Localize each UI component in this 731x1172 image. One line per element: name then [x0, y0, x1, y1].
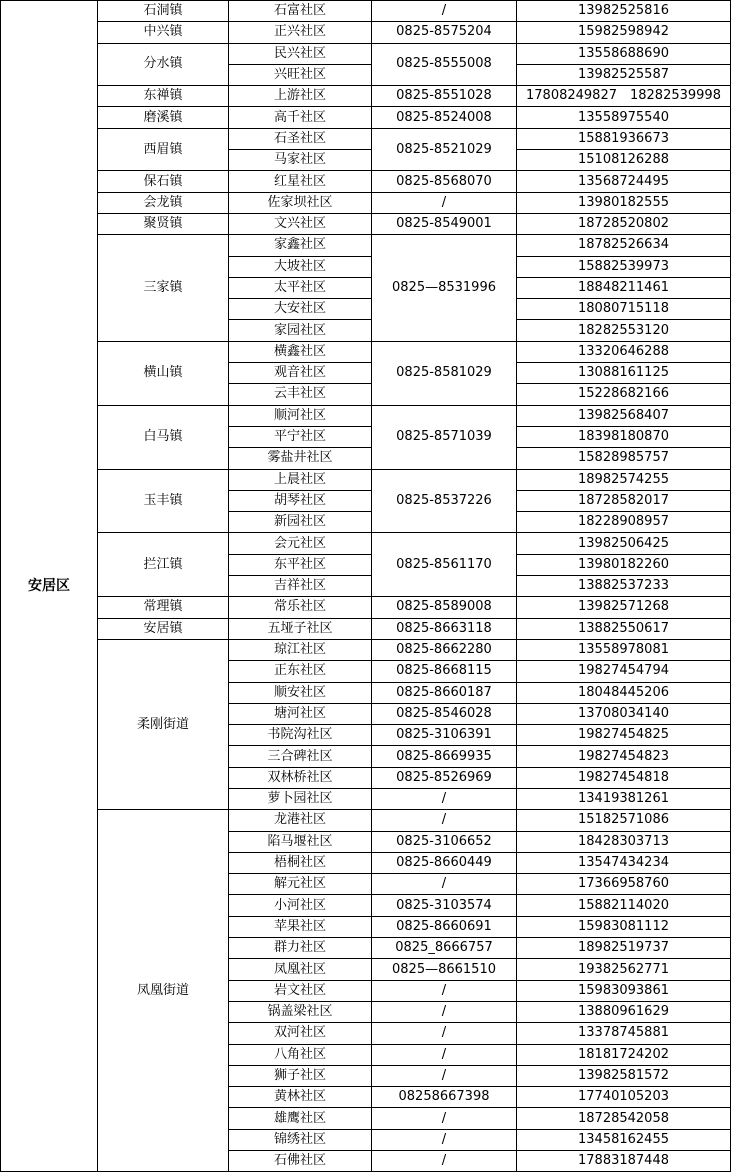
community-cell: 兴旺社区 [229, 64, 372, 85]
mobile-cell: 13708034140 [517, 703, 731, 724]
landline-cell: 0825-8589008 [372, 597, 517, 618]
landline-cell: / [372, 1044, 517, 1065]
community-cell: 陷马堰社区 [229, 831, 372, 852]
landline-cell: 0825-3106391 [372, 725, 517, 746]
landline-cell: 0825_8666757 [372, 938, 517, 959]
mobile-cell: 13982525816 [517, 1, 731, 22]
table-row [1, 213, 731, 234]
mobile-cell: 13419381261 [517, 788, 731, 809]
mobile-cell: 13458162455 [517, 1129, 731, 1150]
community-cell: 横鑫社区 [229, 341, 372, 362]
mobile-cell: 15882539973 [517, 256, 731, 277]
table-row [1, 597, 731, 618]
landline-cell: / [372, 810, 517, 831]
mobile-cell: 15983081112 [517, 916, 731, 937]
table-row [1, 341, 731, 362]
community-cell: 狮子社区 [229, 1065, 372, 1086]
mobile-cell: 13982568407 [517, 405, 731, 426]
community-cell: 吉祥社区 [229, 576, 372, 597]
community-cell: 小河社区 [229, 895, 372, 916]
town-cell: 三家镇 [98, 235, 229, 341]
table-row [1, 235, 731, 256]
mobile-cell: 18080715118 [517, 299, 731, 320]
community-cell: 苹果社区 [229, 916, 372, 937]
community-cell: 五垭子社区 [229, 618, 372, 639]
mobile-cell: 15882114020 [517, 895, 731, 916]
table-row [1, 1, 731, 22]
mobile-cell: 18398180870 [517, 426, 731, 447]
community-cell: 常乐社区 [229, 597, 372, 618]
town-cell: 石洞镇 [98, 1, 229, 22]
mobile-cell: 19827454823 [517, 746, 731, 767]
town-cell: 常理镇 [98, 597, 229, 618]
town-cell: 磨溪镇 [98, 107, 229, 128]
landline-cell: 0825-8546028 [372, 703, 517, 724]
table-row [1, 469, 731, 490]
community-cell: 正东社区 [229, 661, 372, 682]
landline-cell: 0825-3106652 [372, 831, 517, 852]
town-cell: 横山镇 [98, 341, 229, 405]
community-cell: 上游社区 [229, 86, 372, 107]
mobile-cell: 13882537233 [517, 576, 731, 597]
community-cell: 八角社区 [229, 1044, 372, 1065]
mobile-cell: 13568724495 [517, 171, 731, 192]
landline-cell: 08258667398 [372, 1087, 517, 1108]
community-cell: 双河社区 [229, 1023, 372, 1044]
table-row [1, 810, 731, 831]
table-row [1, 405, 731, 426]
community-cell: 双林桥社区 [229, 767, 372, 788]
mobile-cell: 13558975540 [517, 107, 731, 128]
mobile-cell: 15982598942 [517, 22, 731, 43]
landline-cell: 0825-8662280 [372, 639, 517, 660]
community-cell: 雾盐井社区 [229, 448, 372, 469]
mobile-cell: 19827454825 [517, 725, 731, 746]
community-cell: 高千社区 [229, 107, 372, 128]
community-cell: 石圣社区 [229, 128, 372, 149]
community-cell: 马家社区 [229, 150, 372, 171]
town-cell: 拦江镇 [98, 533, 229, 597]
mobile-cell: 13982506425 [517, 533, 731, 554]
community-cell: 锦绣社区 [229, 1129, 372, 1150]
mobile-cell: 13880961629 [517, 1001, 731, 1022]
mobile-cell: 13378745881 [517, 1023, 731, 1044]
landline-cell: 0825-8555008 [372, 43, 517, 86]
community-cell: 观音社区 [229, 363, 372, 384]
town-cell: 聚贤镇 [98, 213, 229, 234]
mobile-cell: 19827454794 [517, 661, 731, 682]
landline-cell: 0825-8668115 [372, 661, 517, 682]
landline-cell: 0825-8549001 [372, 213, 517, 234]
mobile-cell: 18728520802 [517, 213, 731, 234]
mobile-cell: 13320646288 [517, 341, 731, 362]
community-cell: 太平社区 [229, 277, 372, 298]
town-cell: 柔刚街道 [98, 639, 229, 809]
landline-cell: 0825-8526969 [372, 767, 517, 788]
table-row [1, 639, 731, 660]
town-cell: 东禅镇 [98, 86, 229, 107]
community-cell: 琼江社区 [229, 639, 372, 660]
community-cell: 雄鹰社区 [229, 1108, 372, 1129]
contact-table-body [1, 1, 731, 1172]
mobile-cell: 13547434234 [517, 852, 731, 873]
table-row [1, 171, 731, 192]
mobile-cell: 18728582017 [517, 490, 731, 511]
community-cell: 顺安社区 [229, 682, 372, 703]
community-cell: 佐家坝社区 [229, 192, 372, 213]
community-cell: 岩文社区 [229, 980, 372, 1001]
community-cell: 大安社区 [229, 299, 372, 320]
mobile-cell: 13980182555 [517, 192, 731, 213]
community-cell: 家鑫社区 [229, 235, 372, 256]
mobile-cell: 13982581572 [517, 1065, 731, 1086]
mobile-cell: 18428303713 [517, 831, 731, 852]
landline-cell: 0825-8521029 [372, 128, 517, 171]
mobile-cell: 18282553120 [517, 320, 731, 341]
community-cell: 石佛社区 [229, 1151, 372, 1172]
community-cell: 胡琴社区 [229, 490, 372, 511]
community-cell: 大坡社区 [229, 256, 372, 277]
landline-cell: 0825-8568070 [372, 171, 517, 192]
town-cell: 凤凰街道 [98, 810, 229, 1172]
mobile-cell: 15228682166 [517, 384, 731, 405]
landline-cell: / [372, 1151, 517, 1172]
landline-cell: / [372, 788, 517, 809]
landline-cell: 0825-8660449 [372, 852, 517, 873]
mobile-cell: 15828985757 [517, 448, 731, 469]
landline-cell: / [372, 1001, 517, 1022]
table-row [1, 86, 731, 107]
mobile-cell: 13088161125 [517, 363, 731, 384]
landline-cell: / [372, 1, 517, 22]
landline-cell: 0825-8660187 [372, 682, 517, 703]
community-cell: 平宁社区 [229, 426, 372, 447]
landline-cell: 0825-8663118 [372, 618, 517, 639]
landline-cell: / [372, 980, 517, 1001]
mobile-cell: 13558688690 [517, 43, 731, 64]
community-cell: 黄林社区 [229, 1087, 372, 1108]
table-row [1, 43, 731, 64]
town-cell: 安居镇 [98, 618, 229, 639]
mobile-cell: 17808249827 18282539998 [517, 86, 731, 107]
landline-cell: 0825-8571039 [372, 405, 517, 469]
community-cell: 文兴社区 [229, 213, 372, 234]
landline-cell: / [372, 1023, 517, 1044]
community-cell: 东平社区 [229, 554, 372, 575]
landline-cell: 0825-8537226 [372, 469, 517, 533]
mobile-cell: 18228908957 [517, 512, 731, 533]
mobile-cell: 13982571268 [517, 597, 731, 618]
community-cell: 新园社区 [229, 512, 372, 533]
community-cell: 萝卜园社区 [229, 788, 372, 809]
community-cell: 会元社区 [229, 533, 372, 554]
mobile-cell: 18728542058 [517, 1108, 731, 1129]
landline-cell: 0825-8575204 [372, 22, 517, 43]
community-cell: 家园社区 [229, 320, 372, 341]
town-cell: 玉丰镇 [98, 469, 229, 533]
community-cell: 红星社区 [229, 171, 372, 192]
landline-cell: 0825-8561170 [372, 533, 517, 597]
landline-cell: 0825-8551028 [372, 86, 517, 107]
mobile-cell: 17366958760 [517, 874, 731, 895]
mobile-cell: 18848211461 [517, 277, 731, 298]
town-cell: 会龙镇 [98, 192, 229, 213]
landline-cell: 0825-3103574 [372, 895, 517, 916]
mobile-cell: 15108126288 [517, 150, 731, 171]
community-cell: 龙港社区 [229, 810, 372, 831]
landline-cell: 0825-8581029 [372, 341, 517, 405]
community-cell: 顺河社区 [229, 405, 372, 426]
town-cell: 分水镇 [98, 43, 229, 86]
town-cell: 西眉镇 [98, 128, 229, 171]
mobile-cell: 15983093861 [517, 980, 731, 1001]
table-row [1, 533, 731, 554]
mobile-cell: 18782526634 [517, 235, 731, 256]
mobile-cell: 13558978081 [517, 639, 731, 660]
town-cell: 中兴镇 [98, 22, 229, 43]
community-cell: 梧桐社区 [229, 852, 372, 873]
town-cell: 保石镇 [98, 171, 229, 192]
town-cell: 白马镇 [98, 405, 229, 469]
table-row [1, 192, 731, 213]
mobile-cell: 19827454818 [517, 767, 731, 788]
landline-cell: / [372, 1065, 517, 1086]
community-cell: 塘河社区 [229, 703, 372, 724]
landline-cell: 0825-8524008 [372, 107, 517, 128]
landline-cell: / [372, 1129, 517, 1150]
community-cell: 民兴社区 [229, 43, 372, 64]
mobile-cell: 18048445206 [517, 682, 731, 703]
table-row [1, 128, 731, 149]
landline-cell: / [372, 874, 517, 895]
community-cell: 三合碑社区 [229, 746, 372, 767]
landline-cell: / [372, 192, 517, 213]
district-cell: 安居区 [1, 1, 98, 1172]
community-cell: 解元社区 [229, 874, 372, 895]
landline-cell: 0825—8531996 [372, 235, 517, 341]
community-cell: 正兴社区 [229, 22, 372, 43]
community-cell: 群力社区 [229, 938, 372, 959]
mobile-cell: 18982519737 [517, 938, 731, 959]
community-cell: 上晨社区 [229, 469, 372, 490]
community-cell: 石富社区 [229, 1, 372, 22]
landline-cell: 0825—8661510 [372, 959, 517, 980]
mobile-cell: 18982574255 [517, 469, 731, 490]
landline-cell: 0825-8660691 [372, 916, 517, 937]
community-cell: 书院沟社区 [229, 725, 372, 746]
mobile-cell: 17883187448 [517, 1151, 731, 1172]
mobile-cell: 15182571086 [517, 810, 731, 831]
mobile-cell: 19382562771 [517, 959, 731, 980]
community-cell: 凤凰社区 [229, 959, 372, 980]
mobile-cell: 17740105203 [517, 1087, 731, 1108]
mobile-cell: 13980182260 [517, 554, 731, 575]
mobile-cell: 13882550617 [517, 618, 731, 639]
mobile-cell: 15881936673 [517, 128, 731, 149]
community-cell: 锅盖梁社区 [229, 1001, 372, 1022]
table-row [1, 107, 731, 128]
table-row [1, 22, 731, 43]
mobile-cell: 13982525587 [517, 64, 731, 85]
community-cell: 云丰社区 [229, 384, 372, 405]
landline-cell: 0825-8669935 [372, 746, 517, 767]
table-row [1, 618, 731, 639]
mobile-cell: 18181724202 [517, 1044, 731, 1065]
landline-cell: / [372, 1108, 517, 1129]
